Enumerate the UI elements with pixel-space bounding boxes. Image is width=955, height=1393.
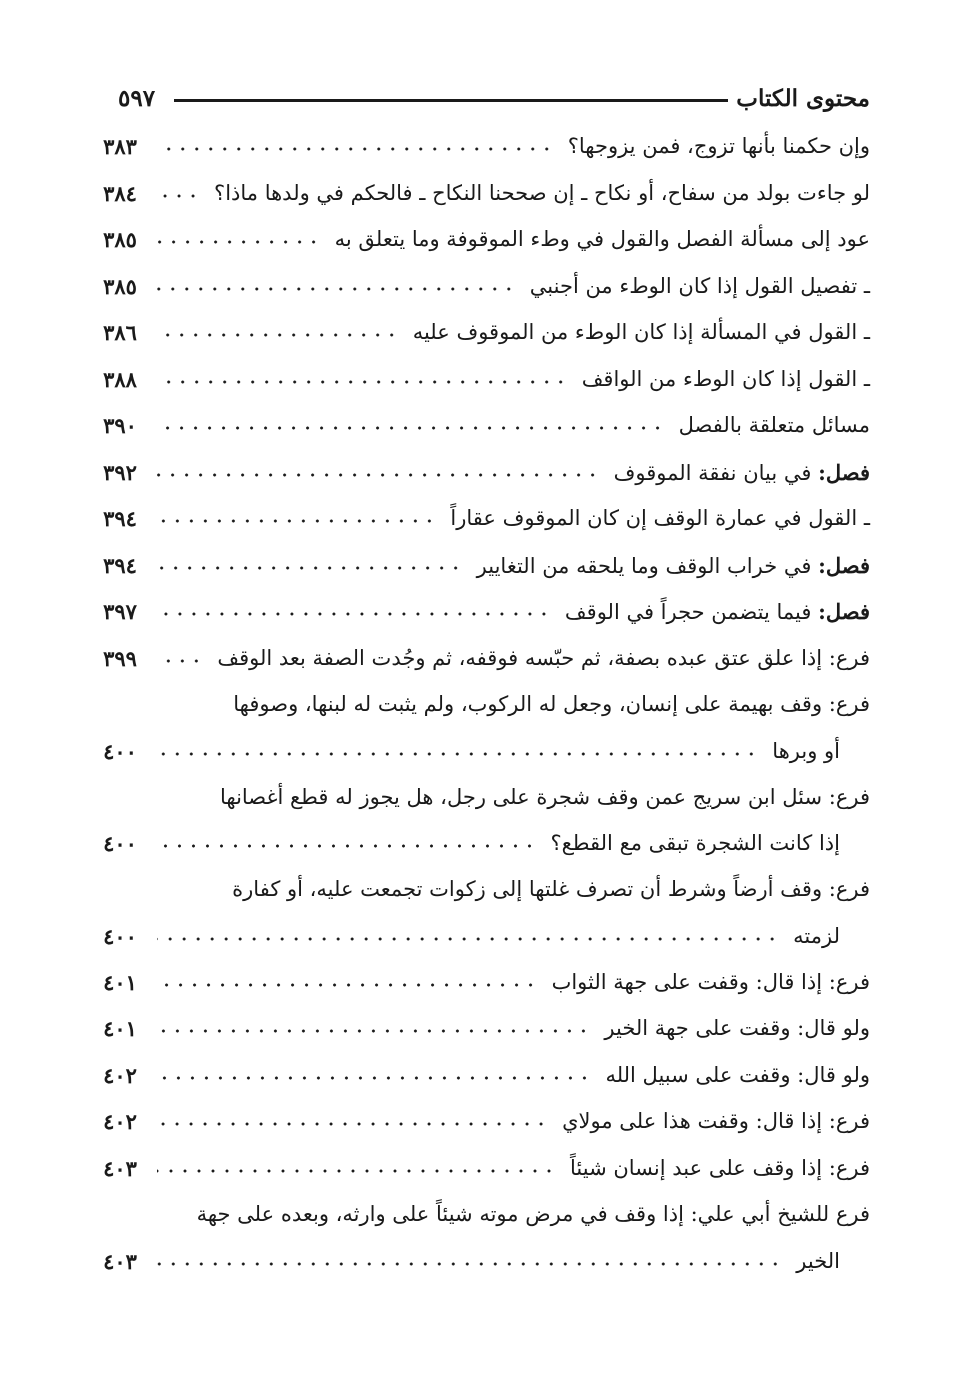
toc-entry-text: فصل: في بيان نفقة الموقوف (613, 459, 870, 485)
toc-page-number: ٤٠٣ (103, 1155, 137, 1181)
toc-page-number: ٤٠٣ (103, 1248, 137, 1274)
dot-leader (157, 193, 200, 199)
toc-entry-line (95, 779, 870, 826)
toc-entry (95, 128, 870, 175)
toc-entry (95, 407, 870, 454)
toc-entry (95, 454, 870, 501)
toc-entry-continuation (95, 733, 870, 779)
toc-entry-text: فرع: إذا قال: وقفت هذا على مولاي (562, 1109, 870, 1133)
toc-entry-line (95, 407, 870, 454)
toc-entry-line (95, 128, 870, 175)
dot-leader (157, 936, 779, 942)
toc-page-number: ٣٩٩ (103, 645, 137, 671)
dot-leader (157, 611, 551, 617)
toc-entry (95, 361, 870, 408)
toc-entry-line (95, 1010, 870, 1057)
toc-entry-line (95, 547, 870, 594)
toc-page-number: ٣٩٧ (103, 599, 137, 624)
toc-entry-text: ـ تفصيل القول إذا كان الوطء من أجنبي (529, 273, 870, 298)
dot-leader (157, 1121, 548, 1127)
toc-entry-text: فرع: إذا وقف على عبد إنسان شيئاً (570, 1155, 870, 1180)
toc-entry-line (95, 221, 870, 268)
toc-entry-line (95, 1103, 870, 1150)
toc-page-number: ٣٨٣ (103, 134, 137, 159)
dot-leader (157, 982, 538, 988)
toc-entry-line (95, 361, 870, 408)
toc-entry (95, 500, 870, 547)
toc-entry-text: فرع: وقف بهيمة على إنسان، وجعل له الركوب، ولم يثبت له لبنها، وصوفها (233, 692, 870, 716)
header-rule (174, 99, 728, 102)
toc-page-number: ٣٨٦ (103, 320, 137, 345)
dot-leader (157, 425, 665, 431)
toc-entry-text: فرع: إذا قال: وقفت على جهة الثواب (551, 969, 870, 994)
toc-page-number: ٤٠١ (103, 969, 137, 995)
toc-entry-text: الخير (796, 1248, 840, 1273)
toc-entry (95, 1057, 870, 1104)
toc-entry-line (95, 964, 870, 1011)
dot-leader (157, 472, 600, 478)
toc-page-number: ٤٠١ (103, 1016, 137, 1041)
header-title: محتوى الكتاب (736, 85, 870, 112)
toc-entry (95, 1150, 870, 1197)
toc-entry-text: ولو قال: وقفت على سبيل الله (605, 1062, 870, 1087)
toc-page-number: ٣٩٤ (103, 506, 137, 531)
toc-entry-line (95, 640, 870, 687)
toc-entry (95, 640, 870, 687)
table-of-contents (95, 128, 870, 1289)
running-header (118, 85, 870, 119)
toc-entry-line (95, 871, 870, 918)
toc-entry-text: ـ القول في المسألة إذا كان الوطء من الموقوف عليه (412, 320, 870, 344)
toc-entry (95, 779, 870, 872)
dot-leader (157, 146, 554, 152)
toc-page-number: ٣٩٢ (103, 459, 137, 485)
toc-entry-text: أو وبرها (772, 738, 840, 763)
toc-entry (95, 686, 870, 779)
dot-leader (157, 1028, 590, 1034)
toc-entry-line (95, 686, 870, 733)
toc-entry-continuation (95, 918, 870, 964)
toc-entry-line (95, 268, 870, 315)
toc-entry-text: ولو قال: وقفت على جهة الخير (604, 1016, 870, 1040)
toc-entry (95, 314, 870, 361)
toc-page-number: ٤٠٢ (103, 1109, 137, 1134)
toc-entry-continuation (95, 825, 870, 871)
dot-leader (157, 332, 399, 338)
toc-page-number: ٣٩٤ (103, 552, 137, 578)
toc-entry-text: لو جاءت بولد من سفاح، أو نكاح ـ إن صححنا النكاح ـ فالحكم في ولدها ماذا؟ (214, 180, 870, 205)
dot-leader (157, 1168, 556, 1174)
toc-entry-continuation (95, 1243, 870, 1289)
toc-page-number: ٣٨٨ (103, 366, 137, 392)
toc-entry (95, 1010, 870, 1057)
toc-entry-text: فصل: فيما يتضمن حجراً في الوقف (564, 599, 870, 624)
dot-leader (157, 379, 568, 385)
toc-entry-text: مسائل متعلقة بالفصل (678, 413, 870, 437)
dot-leader (157, 239, 321, 245)
toc-entry-text: إذا كانت الشجرة تبقى مع القطع؟ (550, 831, 840, 855)
dot-leader (157, 518, 436, 524)
toc-page-number: ٣٨٥ (103, 273, 137, 299)
toc-entry-line (95, 454, 870, 501)
toc-entry-text: فرع: إذا علق عتق عبده بصفة، ثم حبّسه فوقفه، ثم وجُدت الصفة بعد الوقف (217, 645, 870, 670)
toc-entry-line (95, 314, 870, 361)
toc-entry (95, 964, 870, 1011)
dot-leader (157, 565, 463, 571)
dot-leader (157, 1261, 782, 1267)
toc-page-number: ٣٨٥ (103, 227, 137, 252)
toc-entry-line (95, 1196, 870, 1243)
dot-leader (157, 751, 758, 757)
dot-leader (157, 658, 203, 664)
toc-page-number: ٣٩٠ (103, 413, 137, 438)
toc-page-number: ٤٠٠ (103, 738, 137, 764)
toc-entry-line (95, 1150, 870, 1197)
toc-entry (95, 547, 870, 594)
toc-entry-text: فرع للشيخ أبي علي: إذا وقف في مرض موته شيئاً على وارثه، وبعده على جهة (196, 1202, 870, 1226)
toc-entry (95, 871, 870, 964)
toc-entry-text: ـ القول إذا كان الوطء من الواقف (581, 366, 870, 391)
toc-entry (95, 221, 870, 268)
toc-entry (95, 268, 870, 315)
toc-entry-text: فرع: وقف أرضاً وشرط أن تصرف غلتها إلى زكوات تجمعت عليه، أو كفارة (232, 877, 870, 901)
toc-page-number: ٤٠٠ (103, 923, 137, 949)
toc-entry-line (95, 593, 870, 640)
toc-entry-text: وإن حكمنا بأنها تزوج، فمن يزوجها؟ (567, 134, 870, 158)
header-page-number: ٥٩٧ (118, 85, 156, 112)
toc-page-number: ٤٠٠ (103, 831, 137, 856)
toc-entry-line (95, 1057, 870, 1104)
toc-entry (95, 1196, 870, 1289)
dot-leader (157, 286, 516, 292)
toc-entry (95, 1103, 870, 1150)
toc-entry (95, 175, 870, 222)
toc-entry-line (95, 175, 870, 222)
toc-entry (95, 593, 870, 640)
toc-entry-text: فرع: سئل ابن سريج عمن وقف شجرة على رجل، هل يجوز له قطع أغصانها (219, 784, 870, 809)
toc-entry-text: فصل: في خراب الوقف وما يلحقه من التغايير (476, 552, 870, 578)
toc-entry-text: لزمته (793, 923, 840, 948)
toc-page-number: ٣٨٤ (103, 180, 137, 206)
dot-leader (157, 1075, 591, 1081)
toc-entry-text: ـ القول في عمارة الوقف إن كان الموقوف عقاراً (450, 506, 870, 530)
dot-leader (157, 843, 536, 849)
toc-entry-text: عود إلى مسألة الفصل والقول في وطء الموقوفة وما يتعلق به (334, 227, 870, 251)
toc-entry-line (95, 500, 870, 547)
toc-page-number: ٤٠٢ (103, 1062, 137, 1088)
